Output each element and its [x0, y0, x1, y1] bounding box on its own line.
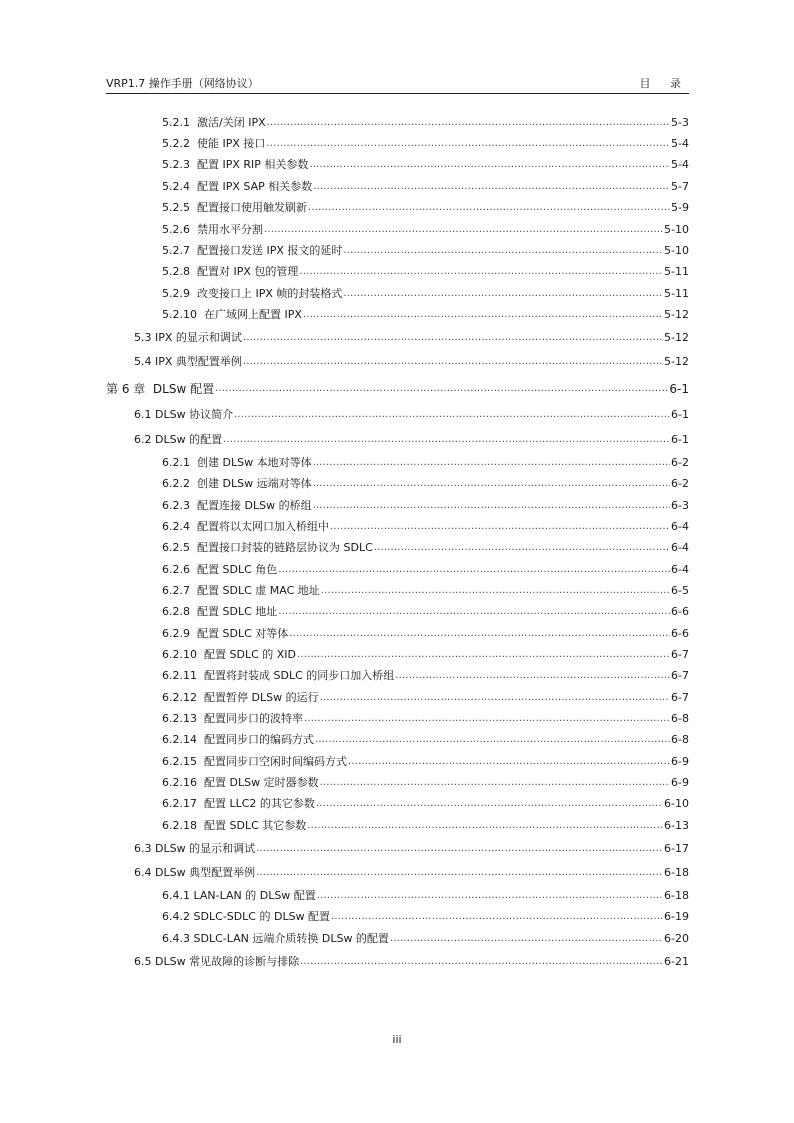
toc-entry[interactable] [162, 475, 689, 491]
toc-entry-title: 配置 IPX SAP 相关参数 [197, 180, 313, 193]
toc-entry-page: 6-7 [671, 648, 689, 661]
toc-entry-title: DLSw 的配置 [155, 433, 223, 446]
toc-leader [303, 308, 663, 322]
toc-leader [343, 244, 663, 258]
toc-leader [243, 331, 663, 345]
toc-entry[interactable] [162, 625, 689, 641]
toc-entry-title: IPX 典型配置举例 [155, 355, 242, 368]
toc-chapter-entry[interactable] [106, 380, 689, 396]
toc-entry-number: 5.2.6 [162, 223, 190, 236]
toc-entry-page: 6-19 [664, 910, 689, 923]
toc-leader [343, 287, 663, 301]
toc-entry-title: 创建 DLSw 远端对等体 [197, 477, 312, 490]
toc-entry[interactable] [162, 156, 689, 172]
toc-entry[interactable] [162, 199, 689, 215]
toc-leader [243, 355, 663, 369]
toc-entry-number: 6.2.5 [162, 541, 190, 554]
toc-entry-page: 5-11 [664, 287, 689, 300]
toc-entry-page: 6-17 [664, 842, 689, 855]
toc-entry-page: 6-9 [671, 776, 689, 789]
toc-entry[interactable] [162, 561, 689, 577]
toc-entry-number: 6.2.1 [162, 456, 190, 469]
toc-entry-title: 配置同步口的波特率 [204, 712, 303, 725]
toc-entry-number: 6.2.10 [162, 648, 197, 661]
toc-entry-page: 6-6 [671, 605, 689, 618]
toc-entry-number: 6.2.7 [162, 584, 190, 597]
toc-entry[interactable] [162, 221, 689, 237]
toc-entry-title: 配置同步口的编码方式 [204, 733, 314, 746]
toc-entry[interactable] [162, 518, 689, 534]
toc-leader [317, 889, 663, 903]
toc-entry-number: 6.2.12 [162, 691, 197, 704]
toc-entry[interactable] [162, 539, 689, 555]
toc-entry-page: 5-3 [671, 116, 689, 129]
toc-entry-title: 配置 SDLC 其它参数 [204, 819, 307, 832]
toc-entry-number: 6.4 [134, 866, 152, 879]
toc-entry-title: 配置接口使用触发刷新 [197, 201, 307, 214]
toc-entry[interactable] [162, 582, 689, 598]
toc-entry-page: 6-6 [671, 627, 689, 640]
toc-entry-page: 6-8 [671, 733, 689, 746]
toc-entry-page: 5-12 [664, 308, 689, 321]
toc-entry-number: 6.2.3 [162, 499, 190, 512]
toc-entry-page: 6-10 [664, 797, 689, 810]
toc-entry-number: 5.2.2 [162, 137, 190, 150]
toc-entry-page: 6-7 [671, 669, 689, 682]
page-number: iii [392, 1033, 402, 1046]
toc-entry-number: 6.2.4 [162, 520, 190, 533]
toc-leader [256, 842, 663, 856]
toc-entry-number: 5.2.8 [162, 265, 190, 278]
toc-entry[interactable] [134, 431, 689, 447]
toc-entry-page: 5-9 [671, 201, 689, 214]
toc-entry-title: SDLC-LAN 远端介质转换 DLSw 的配置 [193, 932, 389, 945]
toc-entry-number: 6.2.16 [162, 776, 197, 789]
toc-entry-page: 6-2 [671, 477, 689, 490]
toc-entry[interactable] [162, 710, 689, 726]
toc-entry[interactable] [162, 667, 689, 683]
toc-entry-page: 6-4 [671, 541, 689, 554]
toc-entry-number: 6.2.18 [162, 819, 197, 832]
toc-entry-page: 6-18 [664, 889, 689, 902]
toc-entry-title: 配置 SDLC 角色 [197, 563, 278, 576]
toc-leader [256, 866, 663, 880]
toc-entry-number: 5.2.4 [162, 180, 190, 193]
toc-leader [297, 648, 670, 662]
toc-entry[interactable] [162, 731, 689, 747]
toc-leader [289, 627, 670, 641]
toc-entry[interactable] [134, 329, 689, 345]
toc-entry-page: 6-18 [664, 866, 689, 879]
toc-entry-title: 配置同步口空闲时间编码方式 [204, 755, 347, 768]
toc-entry-number: 6.2.17 [162, 797, 197, 810]
toc-entry-number: 6.1 [134, 408, 152, 421]
toc-entry-page: 5-7 [671, 180, 689, 193]
toc-leader [264, 223, 663, 237]
toc-leader [278, 605, 670, 619]
toc-leader [330, 520, 670, 534]
toc-entry-page: 6-13 [664, 819, 689, 832]
toc-entry[interactable] [134, 406, 689, 422]
toc-entry-title: DLSw 协议简介 [155, 408, 234, 421]
toc-leader [374, 541, 670, 555]
toc-entry-page: 6-1 [671, 433, 689, 446]
toc-entry-title: 在广域网上配置 IPX [204, 308, 302, 321]
toc-leader [313, 477, 670, 491]
toc-entry-number: 6.2.9 [162, 627, 190, 640]
toc-leader [315, 733, 670, 747]
toc-entry-number: 5.4 [134, 355, 152, 368]
toc-entry-title: IPX 的显示和调试 [155, 331, 242, 344]
toc-entry-title: DLSw 的显示和调试 [155, 842, 256, 855]
toc-entry-number: 6.2.15 [162, 755, 197, 768]
toc-leader [307, 819, 663, 833]
toc-entry[interactable] [162, 178, 689, 194]
toc-entry-title: 配置 IPX RIP 相关参数 [197, 158, 309, 171]
toc-entry-number: 6.3 [134, 842, 152, 855]
toc-entry-number: 6.4.3 [162, 932, 190, 945]
toc-leader [313, 499, 670, 513]
toc-entry[interactable] [134, 353, 689, 369]
toc-entry-title: 配置 DLSw 定时器参数 [204, 776, 319, 789]
toc-entry-number: 6.5 [134, 955, 152, 968]
toc-entry[interactable] [162, 908, 689, 924]
toc-entry-number: 6.4.1 [162, 889, 190, 902]
toc-entry-title: DLSw 典型配置举例 [155, 866, 256, 879]
toc-entry[interactable] [162, 689, 689, 705]
toc-entry-title: 配置接口封装的链路层协议为 SDLC [197, 541, 373, 554]
toc-entry-page: 6-21 [664, 955, 689, 968]
toc-entry-title: LAN-LAN 的 DLSw 配置 [193, 889, 316, 902]
toc-entry-title: DLSw 常见故障的诊断与排除 [155, 955, 300, 968]
toc-entry-title: 配置暂停 DLSw 的运行 [204, 691, 319, 704]
toc-entry-page: 5-12 [664, 331, 689, 344]
toc-entry-number: 第 6 章 [106, 382, 146, 396]
toc-entry-title: 配置对 IPX 包的管理 [197, 265, 299, 278]
toc-entry[interactable] [162, 263, 689, 279]
toc-entry-number: 5.2.9 [162, 287, 190, 300]
toc-entry-number: 6.2.2 [162, 477, 190, 490]
toc-entry-page: 5-4 [671, 158, 689, 171]
toc-entry-number: 5.2.1 [162, 116, 190, 129]
toc-entry-title: 配置将以太网口加入桥组中 [197, 520, 329, 533]
toc-entry-title: 配置 LLC2 的其它参数 [204, 797, 315, 810]
toc-leader [215, 382, 668, 396]
toc-entry-title: 激活/关闭 IPX [197, 116, 266, 129]
toc-entry-page: 6-8 [671, 712, 689, 725]
header-section-title: 目 录 [639, 77, 689, 90]
toc-entry[interactable] [162, 774, 689, 790]
toc-leader [300, 955, 663, 969]
toc-entry-number: 5.2.3 [162, 158, 190, 171]
toc-entry-number: 5.2.5 [162, 201, 190, 214]
toc-entry-page: 6-1 [671, 408, 689, 421]
toc-entry-title: 配置将封装成 SDLC 的同步口加入桥组 [204, 669, 395, 682]
toc-entry[interactable] [162, 454, 689, 470]
toc-entry[interactable] [162, 887, 689, 903]
toc-entry[interactable] [162, 817, 689, 833]
toc-entry-number: 5.2.10 [162, 308, 197, 321]
toc-entry[interactable] [134, 953, 689, 969]
toc-entry-page: 6-2 [671, 456, 689, 469]
toc-entry-title: 使能 IPX 接口 [197, 137, 266, 150]
toc-entry-number: 6.2 [134, 433, 152, 446]
toc-entry-page: 6-4 [671, 563, 689, 576]
toc-entry-number: 6.2.11 [162, 669, 197, 682]
toc-leader [320, 691, 670, 705]
toc-leader [313, 180, 670, 194]
toc-entry-number: 6.2.6 [162, 563, 190, 576]
toc-leader [348, 755, 670, 769]
toc-leader [234, 408, 670, 422]
toc-entry-page: 6-9 [671, 755, 689, 768]
toc-leader [331, 910, 663, 924]
toc-leader [320, 776, 670, 790]
toc-entry-page: 6-4 [671, 520, 689, 533]
toc-entry-page: 6-5 [671, 584, 689, 597]
toc-entry-title: 配置接口发送 IPX 报文的延时 [197, 244, 343, 257]
toc-leader [223, 433, 670, 447]
toc-entry-page: 6-1 [669, 382, 689, 396]
toc-entry-title: 配置连接 DLSw 的桥组 [197, 499, 312, 512]
toc-entry-page: 5-10 [664, 244, 689, 257]
toc-entry-title: SDLC-SDLC 的 DLSw 配置 [193, 910, 331, 923]
toc-entry-number: 6.2.13 [162, 712, 197, 725]
toc-entry-title: 配置 SDLC 的 XID [204, 648, 297, 661]
toc-leader [309, 158, 670, 172]
toc-entry[interactable] [162, 114, 689, 130]
toc-leader [308, 201, 670, 215]
toc-entry[interactable] [162, 930, 689, 946]
toc-entry[interactable] [162, 795, 689, 811]
toc-entry-title: 配置 SDLC 地址 [197, 605, 278, 618]
toc-entry-number: 6.2.8 [162, 605, 190, 618]
toc-leader [395, 669, 670, 683]
toc-entry-page: 5-10 [664, 223, 689, 236]
toc-entry[interactable] [162, 285, 689, 301]
toc-entry-title: 创建 DLSw 本地对等体 [197, 456, 312, 469]
toc-leader [278, 563, 670, 577]
toc-leader [390, 932, 663, 946]
toc-entry-number: 6.4.2 [162, 910, 190, 923]
toc-entry-title: 配置 SDLC 对等体 [197, 627, 289, 640]
toc-leader [304, 712, 670, 726]
toc-leader [299, 265, 663, 279]
toc-entry[interactable] [162, 242, 689, 258]
toc-leader [316, 797, 663, 811]
toc-entry[interactable] [162, 135, 689, 151]
header-manual-title: VRP1.7 操作手册（网络协议） [106, 77, 259, 90]
toc-entry-title: 改变接口上 IPX 帧的封装格式 [197, 287, 343, 300]
toc-entry[interactable] [162, 306, 689, 322]
toc-entry-number: 5.3 [134, 331, 152, 344]
toc-entry-page: 6-20 [664, 932, 689, 945]
toc-entry-page: 6-7 [671, 691, 689, 704]
toc-leader [321, 584, 670, 598]
toc-leader [267, 116, 670, 130]
toc-entry-title: DLSw 配置 [152, 382, 215, 396]
toc-entry[interactable] [162, 753, 689, 769]
toc-entry-page: 5-11 [664, 265, 689, 278]
toc-leader [313, 456, 670, 470]
toc-entry[interactable] [162, 497, 689, 513]
toc-entry-page: 5-4 [671, 137, 689, 150]
toc-entry-number: 5.2.7 [162, 244, 190, 257]
toc-entry-title: 禁用水平分割 [197, 223, 263, 236]
toc-entry-page: 6-3 [671, 499, 689, 512]
toc-entry-page: 5-12 [664, 355, 689, 368]
toc-entry-number: 6.2.14 [162, 733, 197, 746]
toc-entry[interactable] [162, 603, 689, 619]
toc-entry[interactable] [134, 864, 689, 880]
toc-entry-title: 配置 SDLC 虚 MAC 地址 [197, 584, 320, 597]
toc-leader [266, 137, 670, 151]
toc-entry[interactable] [162, 646, 689, 662]
toc-entry[interactable] [134, 840, 689, 856]
